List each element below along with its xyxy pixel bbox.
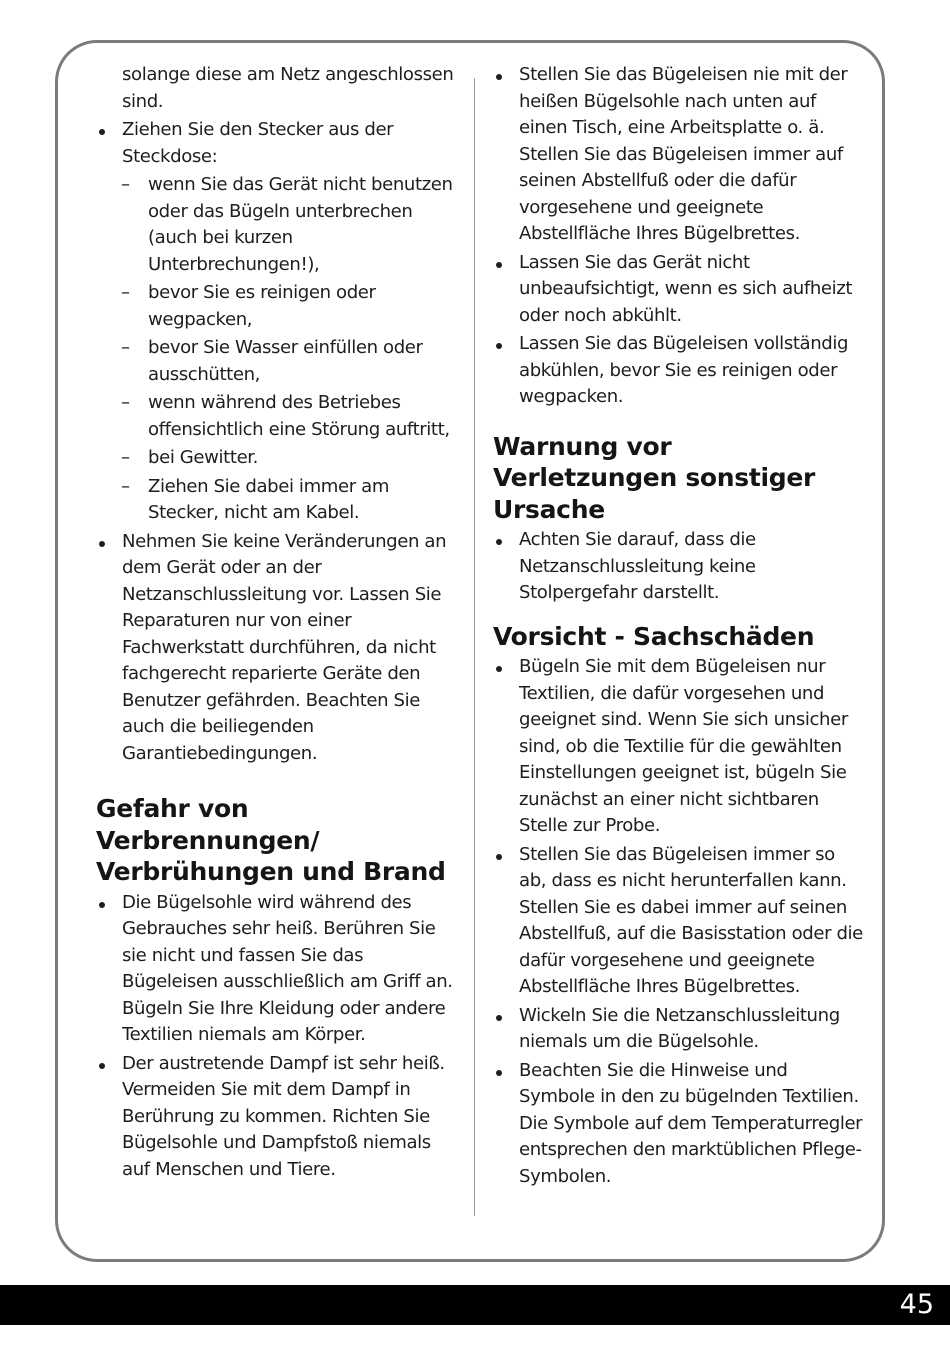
list-item-text: Achten Sie darauf, dass die Netzanschlussleitung keine Stolpergefahr darstellt.: [519, 529, 756, 603]
dash-marker: –: [121, 475, 130, 497]
list-item: [96, 890, 460, 1049]
sublist-item: – wenn während des Betriebes offensichtlich eine Störung auftritt,: [121, 392, 450, 440]
bullet-dot: [496, 343, 502, 349]
list-item-text: Lassen Sie das Gerät nicht unbeaufsichtigt, wenn es sich aufheizt oder noch abkühlt.: [519, 251, 853, 326]
list-item: [96, 1051, 460, 1184]
dash-marker: –: [121, 337, 130, 358]
list-item-text: Nehmen Sie keine Veränderungen an dem Gerät oder an der Netzanschlussleitung vor. Lassen Sie Reparaturen nur von einer Fachwerkstatt durchführen, da nicht fachgerecht reparierte Geräte den Benutzer gefährden. Beachten Sie auch die beiliegenden Garantiebedingungen.: [122, 530, 447, 764]
section-heading-burns: Gefahr von Verbrennungen/ Verbrühungen und Brand: [96, 794, 446, 886]
list-item: [493, 842, 863, 1001]
sublist-item: – bevor Sie Wasser einfüllen oder ausschütten,: [121, 337, 423, 385]
bullet-dot: [496, 539, 502, 545]
list-item: [493, 1058, 863, 1191]
dash-marker: –: [121, 392, 130, 413]
left-column: [96, 62, 460, 1183]
list-item: [493, 250, 863, 330]
sublist-item: – bevor Sie es reinigen oder wegpacken,: [121, 282, 376, 330]
list-item-modify: [96, 529, 460, 768]
bullet-dot: [496, 666, 502, 672]
list-item-text: Die Bügelsohle wird während des Gebrauches sehr heiß. Berühren Sie sie nicht und fassen Sie das Bügeleisen ausschließlich am Griff an. Bügeln Sie Ihre Kleidung oder andere Textilien niemals am Körper.: [122, 891, 453, 1045]
section-heading-injury: Warnung vor Verletzungen sonstiger Ursache: [493, 431, 816, 524]
bullet-dot: [496, 1015, 502, 1021]
sublist-item: – wenn Sie das Gerät nicht benutzen oder das Bügeln unterbrechen (auch bei kurzen Unterbrechungen!),: [121, 174, 453, 275]
section-heading-damage: Vorsicht - Sachschäden: [493, 621, 815, 651]
page-number: 45: [899, 1289, 934, 1320]
dash-marker: –: [121, 282, 130, 303]
dash-marker: –: [121, 174, 130, 195]
list-item: [493, 654, 863, 840]
list-item-text: Lassen Sie das Bügeleisen vollständig abkühlen, bevor Sie es reinigen oder wegpacken.: [519, 333, 849, 407]
list-item: [493, 331, 863, 411]
list-item-text: Stellen Sie das Bügeleisen nie mit der heißen Bügelsohle nach unten auf einen Tisch, eine Arbeitsplatte o. ä. Stellen Sie das Bügeleisen immer auf seinen Abstellfuß oder die dafür vorgesehene und geeignete Abstellfläche Ihres Bügelbrettes.: [519, 64, 848, 244]
list-item-text: Der austretende Dampf ist sehr heiß. Vermeiden Sie mit dem Dampf in Berührung zu kommen. Richten Sie Bügelsohle und Dampfstoß niemals auf Menschen und Tiere.: [122, 1052, 445, 1180]
column-divider: [474, 78, 475, 1216]
list-item-text: Bügeln Sie mit dem Bügeleisen nur Textilien, die dafür vorgesehen und geeignet sind. Wenn Sie sich unsicher sind, ob die Textilie für die gewählten Einstellungen geeignet ist, bügeln Sie zunächst an einer nicht sichtbaren Stelle zur Probe.: [519, 656, 848, 836]
sublist-item: – Ziehen Sie dabei immer am Stecker, nicht am Kabel.: [121, 475, 390, 523]
bullet-dot: [99, 1063, 105, 1069]
list-item-text: Ziehen Sie den Stecker aus der Steckdose:: [122, 119, 394, 167]
right-column: [493, 62, 863, 1190]
bullet-dot: [496, 854, 502, 860]
bullet-dot: [496, 1070, 502, 1076]
list-item-text: Wickeln Sie die Netzanschlussleitung niemals um die Bügelsohle.: [519, 1004, 840, 1052]
continuation-text: solange diese am Netz angeschlossen sind.: [122, 64, 454, 112]
list-item-text: Beachten Sie die Hinweise und Symbole in den zu bügelnden Textilien. Die Symbole auf dem Temperaturregler entsprechen den marktüblichen Pflege-Symbolen.: [519, 1059, 863, 1187]
list-item: [493, 527, 863, 607]
footer-bar: [0, 1285, 950, 1325]
list-item-text: Stellen Sie das Bügeleisen immer so ab, dass es nicht herunterfallen kann. Stellen Sie es dabei immer auf seinen Abstellfuß, auf die Basisstation oder die dafür vorgesehene und geeignete Abstellfläche Ihres Bügelbrettes.: [519, 843, 863, 997]
bullet-dot: [496, 262, 502, 268]
bullet-dot: [99, 129, 105, 135]
bullet-dot: [99, 902, 105, 908]
dash-marker: –: [121, 447, 130, 468]
list-item: [493, 62, 863, 248]
bullet-dot: [496, 74, 502, 80]
sublist-item: – bei Gewitter.: [122, 445, 460, 472]
list-item: [493, 1003, 863, 1056]
list-item-unplug: [96, 117, 460, 170]
bullet-dot: [99, 541, 105, 547]
